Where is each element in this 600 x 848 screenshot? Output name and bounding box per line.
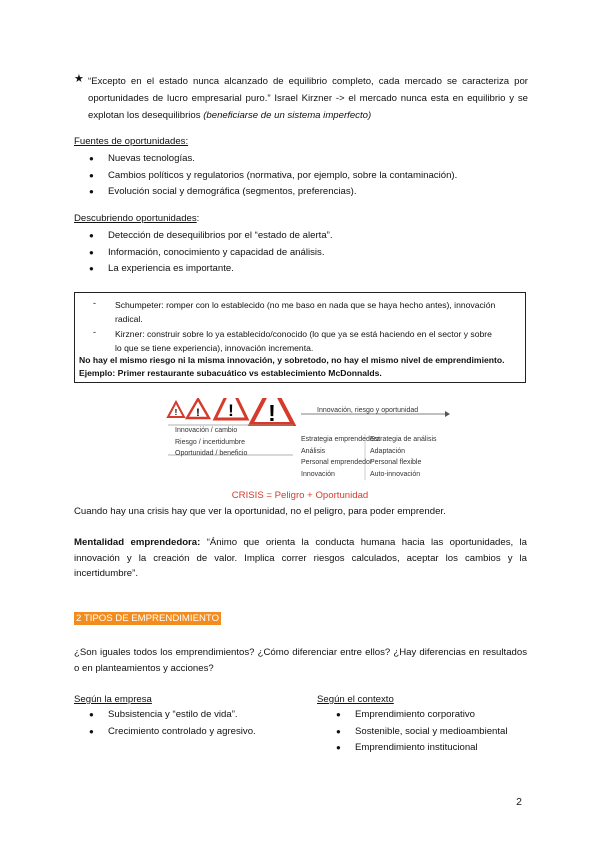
warning-icon [251,398,293,426]
contexto-list [335,707,508,757]
list-item: ● Nuevas tecnologías. [88,151,457,168]
section-title: 2 TIPOS DE EMPRENDIMIENTO [76,613,220,624]
dash-marker: - [93,298,96,308]
kirzner-quote [88,73,528,124]
warning-icon [187,399,209,419]
svg-text:!: ! [174,408,178,417]
contexto-heading: Según el contexto [317,694,394,705]
risk-figure [165,398,450,486]
figure-label: Análisis [301,447,326,455]
schumpeter-line2: radical. [115,314,143,324]
figure-top-label: Innovación, riesgo y oportunidad [317,407,419,414]
crisis-text: Cuando hay una crisis hay que ver la oportunidad, no el peligro, para poder emprender. [74,506,446,517]
svg-text:!: ! [196,407,200,419]
figure-label: Innovación / cambio [175,427,238,434]
descubriendo-heading [74,213,199,224]
box-example: Ejemplo: Primer restaurante subacuático vs establecimiento McDonnalds. [79,368,382,378]
figure-col-a [301,434,380,480]
list-item: ● Cambios políticos y regulatorios (normativa, por ejemplo, sobre la contaminación). [88,168,457,185]
descubriendo-heading-text: Descubriendo oportunidades [74,213,197,224]
figure-label: Personal emprendedor [301,459,373,466]
empresa-list [88,707,256,740]
quote-italic: (beneficiarse de un sistema imperfecto) [203,110,372,121]
comparison-box [74,292,526,383]
figure-label: Innovación [301,470,335,478]
mentalidad-paragraph [74,535,527,582]
figure-label: Riesgo / incertidumbre [175,438,246,446]
warning-icon [215,398,247,420]
list-item: ● Sostenible, social y medioambiental [335,724,508,741]
dash-marker: - [93,327,96,337]
quote-text: “Excepto en el estado nunca alcanzado de equilibrio completo, cada mercado se caracteriza por oportunidades de lucro empresarial puro.” Israel Kirzner -> el mercado nunca esta en equilibrio y se explotan los desequilibrios [88,76,528,121]
kirzner-line2: lo que se tiene experiencia), innovación incrementa. [115,343,314,353]
figure-label: Oportunidad / beneficio [175,450,248,457]
list-item: ● Información, conocimiento y capacidad de análisis. [88,245,333,262]
fuentes-list [88,151,457,201]
list-item: ● Emprendimiento institucional [335,740,508,757]
kirzner-item [115,327,515,355]
descubriendo-list [88,228,333,278]
figure-label: Auto-innovación [370,470,421,478]
list-item: ● Detección de desequilibrios por el “estado de alerta”. [88,228,333,245]
figure-label: Adaptación [370,447,406,455]
empresa-heading: Según la empresa [74,694,152,705]
list-item: ● Emprendimiento corporativo [335,707,508,724]
schumpeter-line1: Schumpeter: romper con lo establecido (no me baso en nada que se haya hecho antes), innovación [115,300,496,310]
star-icon: ★ [74,73,84,85]
page-number: 2 [516,796,522,808]
crisis-caption: CRISIS = Peligro + Oportunidad [231,490,369,501]
svg-text:!: ! [228,401,234,420]
kirzner-line1: Kirzner: construir sobre lo ya establecido/conocido (lo que ya se está haciendo en el sector y sobre [115,329,492,339]
box-conclusion: No hay el mismo riesgo ni la misma innovación, y sobretodo, no hay el mismo nivel de emprendimiento. [79,355,505,365]
schumpeter-item [115,298,515,326]
figure-col-b [370,434,437,480]
figure-left-labels [175,425,247,460]
warning-icon [168,402,184,417]
fuentes-heading: Fuentes de oportunidades: [74,136,189,147]
figure-label: Estrategia de análisis [370,436,437,443]
mentalidad-text: “Ánimo que orienta la conducta humana hacia las oportunidades, la innovación y la creación de valor. Implica correr riesgos calculados, aceptar los cambios y la incertidumbre”. [74,537,527,579]
svg-text:!: ! [268,400,276,426]
figure-label: Estrategia emprendedora [301,436,380,443]
questions-paragraph: ¿Son iguales todos los emprendimientos? ¿Cómo diferenciar entre ellos? ¿Hay diferencias en resultados o en planteamientos y acciones? [74,647,527,674]
mentalidad-label: Mentalidad emprendedora: [74,537,201,548]
list-item: ● Subsistencia y “estilo de vida”. [88,707,256,724]
figure-label: Personal flexible [370,459,422,466]
list-item: ● Evolución social y demográfica (segmentos, preferencias). [88,184,457,201]
list-item: ● La experiencia es importante. [88,261,333,278]
descubriendo-heading-colon: : [196,213,200,224]
list-item: ● Crecimiento controlado y agresivo. [88,724,256,741]
